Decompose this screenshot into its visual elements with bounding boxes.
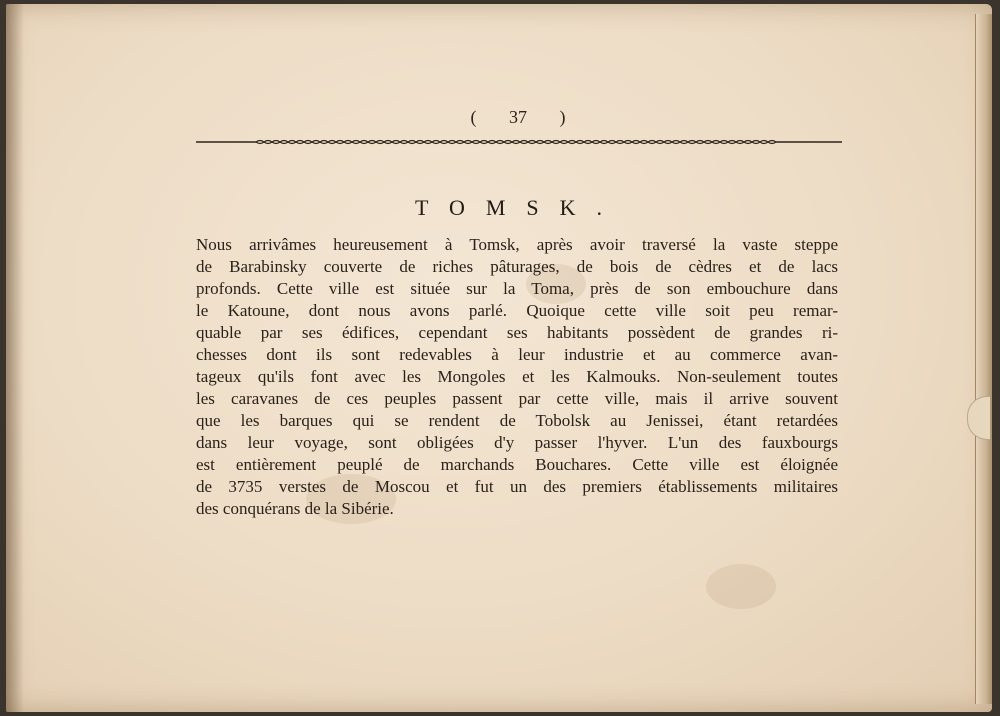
page-edge	[975, 14, 992, 704]
text-line: que les barques qui se rendent de Tobolsk au Jenissei, étant retardées	[196, 411, 838, 430]
text-line: dans leur voyage, sont obligées d'y passer l'hyver. L'un des fauxbourgs	[196, 433, 838, 452]
ornamental-rule-svg	[196, 138, 842, 146]
page-tab-notch	[967, 396, 990, 440]
page-header	[196, 107, 840, 135]
paper-stain	[706, 564, 776, 609]
text-line: de Barabinsky couverte de riches pâturages, de bois de cèdres et de lacs	[196, 257, 838, 276]
page-number: 37	[509, 107, 527, 127]
text-line: est entièrement peuplé de marchands Bouchares. Cette ville est éloignée	[196, 455, 838, 474]
text-line: de 3735 verstes de Moscou et fut un des premiers établissements militaires	[196, 477, 838, 496]
text-line: profonds. Cette ville est située sur la Toma, près de son embouchure dans	[196, 279, 838, 298]
header-close-paren: )	[559, 107, 566, 127]
text-line: Nous arrivâmes heureusement à Tomsk, après avoir traversé la vaste steppe	[196, 235, 838, 254]
body-paragraph	[196, 234, 838, 520]
text-line: des conquérans de la Sibérie.	[196, 499, 394, 518]
text-line: le Katoune, dont nous avons parlé. Quoique cette ville soit peu remar-	[196, 301, 838, 320]
spine-shadow	[6, 4, 24, 712]
text-line: quable par ses édifices, cependant ses habitants possèdent de grandes ri-	[196, 323, 838, 342]
ornamental-rule	[196, 138, 842, 146]
text-line: chesses dont ils sont redevables à leur industrie et au commerce avan-	[196, 345, 838, 364]
text-line: tageux qu'ils font avec les Mongoles et les Kalmouks. Non-seulement toutes	[196, 367, 838, 386]
text-line: les caravanes de ces peuples passent par cette ville, mais il arrive souvent	[196, 389, 838, 408]
header-open-paren: (	[470, 107, 477, 127]
chapter-title: TOMSK.	[414, 195, 624, 220]
